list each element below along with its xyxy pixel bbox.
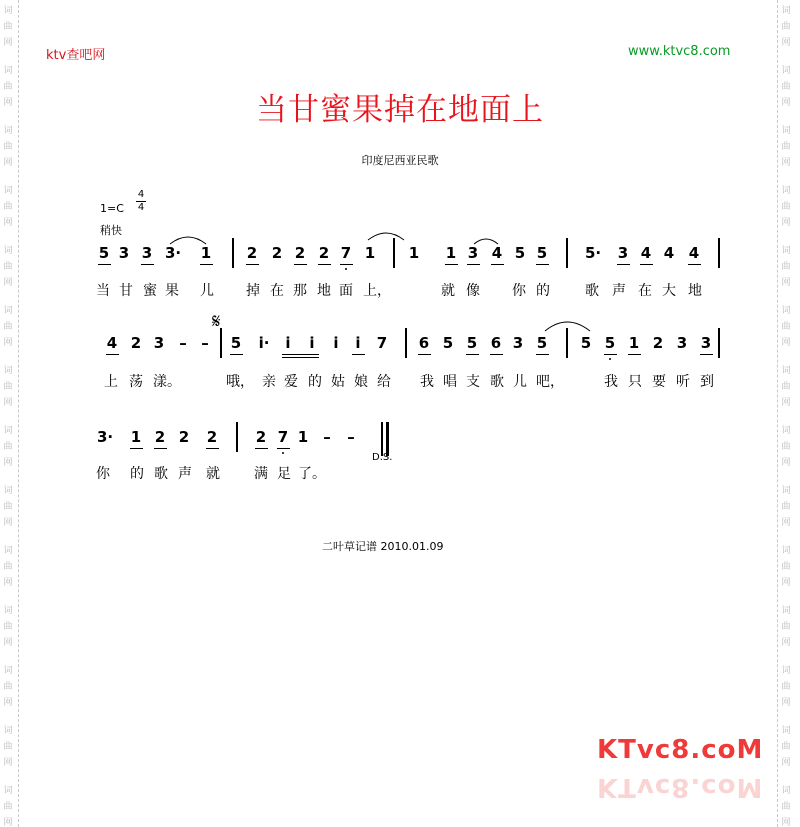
watermark-char: 网 [3,278,13,288]
watermark-char: 曲 [781,382,791,392]
lyric-syllable: 像 [466,283,480,299]
watermark-char: 曲 [3,742,13,752]
watermark-char: 网 [3,158,13,168]
jianpu-note: 2 [271,244,283,262]
watermark-char: 网 [3,578,13,588]
lyric-syllable: 的 [130,466,144,482]
watermark-char: 网 [3,698,13,708]
jianpu-note: i [285,334,291,352]
watermark-char: 曲 [781,22,791,32]
watermark-char: 曲 [781,262,791,272]
watermark-char: 网 [3,458,13,468]
lyric-syllable: 儿 [200,283,214,299]
site-url-right[interactable]: www.ktvc8.com [628,44,731,59]
lyric-syllable: 就 [441,283,455,299]
watermark-char: 网 [781,638,791,648]
song-origin: 印度尼西亚民歌 [361,154,439,167]
watermark-char: 网 [781,158,791,168]
jianpu-note: 5 [230,334,242,352]
watermark-char: 词 [3,186,13,196]
jianpu-note: 2 [154,428,166,446]
jianpu-note: 1 [628,334,640,352]
lyric-syllable: 足 [277,466,291,482]
watermark-char: 网 [781,338,791,348]
watermark-char: 词 [781,6,791,16]
transcriber-credit: 二叶草记谱 2010.01.09 [322,540,444,553]
watermark-char: 词 [3,666,13,676]
watermark-char: 曲 [3,22,13,32]
lyric-syllable: 蜜 [143,283,157,299]
watermark-char: 词 [3,486,13,496]
jianpu-note: 3 [467,244,479,262]
watermark-char: 网 [3,98,13,108]
lyric-syllable: 地 [317,283,331,299]
lyric-syllable: 满 [254,466,268,482]
jianpu-note: 4 [688,244,700,262]
watermark-char: 词 [781,366,791,376]
lyric-syllable: 歌 [490,374,504,390]
lyric-syllable: 上， [363,283,391,299]
lyric-syllable: 支 [466,374,480,390]
watermark-char: 曲 [3,562,13,572]
watermark-char: 词 [781,306,791,316]
watermark-char: 词 [781,66,791,76]
lyric-syllable: 唱 [443,374,457,390]
jianpu-note: i· [258,334,270,352]
watermark-char: 曲 [3,142,13,152]
watermark-char: 网 [781,398,791,408]
lyric-syllable: 地 [688,283,702,299]
song-title: 当甘蜜果掉在地面上 [256,92,544,128]
lyric-syllable: 娘 [354,374,368,390]
watermark-char: 词 [781,546,791,556]
ktvc8-logo[interactable]: KTvc8.coM [597,735,764,765]
watermark-char: 曲 [781,742,791,752]
lyric-syllable: 面 [339,283,353,299]
jianpu-note: 2 [652,334,664,352]
jianpu-note: 2 [246,244,258,262]
jianpu-note: 5 [580,334,592,352]
jianpu-note: – [201,334,209,352]
watermark-char: 网 [781,278,791,288]
jianpu-note: 2 [318,244,330,262]
watermark-char: 词 [3,6,13,16]
lyric-syllable: 在 [270,283,284,299]
jianpu-note: 2 [130,334,142,352]
watermark-char: 网 [781,518,791,528]
site-name-left[interactable]: ktv查吧网 [46,48,106,63]
watermark-char: 曲 [781,622,791,632]
lyric-syllable: 的 [308,374,322,390]
watermark-char: 网 [781,818,791,827]
watermark-char: 曲 [781,562,791,572]
jianpu-note: 3· [97,428,114,446]
watermark-char: 曲 [3,322,13,332]
watermark-char: 曲 [3,382,13,392]
jianpu-note: 4 [106,334,118,352]
jianpu-note: 5 [604,334,616,352]
watermark-char: 曲 [781,322,791,332]
watermark-char: 网 [3,518,13,528]
lyric-syllable: 吧， [536,374,564,390]
watermark-char: 曲 [781,82,791,92]
key-signature: 1=C [100,202,124,215]
lyric-syllable: 当 [96,283,110,299]
lyric-syllable: 了。 [298,466,326,482]
watermark-char: 词 [781,126,791,136]
time-bottom: 4 [137,202,145,213]
jianpu-note: 7 [376,334,388,352]
dal-segno-mark: D.S. [372,452,393,463]
watermark-char: 曲 [3,262,13,272]
jianpu-note: i [355,334,361,352]
jianpu-note: 7 [340,244,352,262]
watermark-char: 词 [781,186,791,196]
watermark-char: 网 [781,758,791,768]
lyric-syllable: 在 [638,283,652,299]
jianpu-note: i [333,334,339,352]
jianpu-note: 3 [153,334,165,352]
jianpu-note: 2 [255,428,267,446]
segno-sign: 𝄋 [212,309,221,333]
lyric-syllable: 甘 [119,283,133,299]
watermark-char: 曲 [3,802,13,812]
jianpu-note: 6 [418,334,430,352]
watermark-char: 词 [3,726,13,736]
jianpu-note: 5 [98,244,110,262]
watermark-char: 曲 [3,502,13,512]
lyric-syllable: 荡 [129,374,143,390]
jianpu-note: 4 [640,244,652,262]
jianpu-note: 1 [200,244,212,262]
lyric-syllable: 声 [612,283,626,299]
lyric-syllable: 我 [420,374,434,390]
lyric-syllable: 果 [165,283,179,299]
lyric-syllable: 你 [512,283,526,299]
lyric-syllable: 亲 [262,374,276,390]
watermark-char: 网 [3,218,13,228]
jianpu-note: 1 [364,244,376,262]
watermark-char: 曲 [781,502,791,512]
watermark-char: 词 [781,426,791,436]
watermark-char: 词 [781,726,791,736]
jianpu-note: – [179,334,187,352]
watermark-char: 网 [3,758,13,768]
jianpu-note: 5 [466,334,478,352]
jianpu-note: 1 [445,244,457,262]
jianpu-note: 3 [141,244,153,262]
watermark-char: 曲 [3,82,13,92]
watermark-char: 曲 [781,682,791,692]
ktvc8-logo-reflection: KTvc8.coM [597,772,764,802]
jianpu-note: – [323,428,331,446]
watermark-char: 网 [3,818,13,827]
jianpu-note: i [309,334,315,352]
jianpu-note: 5 [536,334,548,352]
jianpu-note: 3 [617,244,629,262]
jianpu-note: 6 [490,334,502,352]
jianpu-note: 3 [512,334,524,352]
watermark-char: 网 [781,458,791,468]
watermark-char: 曲 [3,622,13,632]
jianpu-note: 1 [130,428,142,446]
watermark-char: 网 [781,578,791,588]
watermark-char: 词 [3,426,13,436]
lyric-syllable: 爱 [284,374,298,390]
watermark-char: 网 [781,98,791,108]
time-top: 4 [137,189,145,200]
lyric-syllable: 上 [104,374,118,390]
jianpu-note: 5 [442,334,454,352]
jianpu-note: 3 [118,244,130,262]
jianpu-note: 5· [585,244,602,262]
watermark-char: 词 [3,126,13,136]
jianpu-note: 7 [277,428,289,446]
jianpu-note: 5 [514,244,526,262]
lyric-syllable: 我 [604,374,618,390]
watermark-char: 词 [781,606,791,616]
watermark-char: 词 [781,246,791,256]
watermark-char: 词 [781,486,791,496]
jianpu-note: 5 [536,244,548,262]
watermark-char: 曲 [781,442,791,452]
watermark-char: 网 [781,218,791,228]
jianpu-note: 2 [294,244,306,262]
jianpu-note: 3 [700,334,712,352]
watermark-char: 词 [3,66,13,76]
watermark-char: 词 [781,666,791,676]
watermark-char: 词 [3,606,13,616]
lyric-syllable: 听 [676,374,690,390]
lyric-syllable: 要 [652,374,666,390]
watermark-char: 网 [3,338,13,348]
jianpu-note: 1 [297,428,309,446]
watermark-char: 词 [3,366,13,376]
watermark-char: 曲 [3,682,13,692]
lyric-syllable: 那 [293,283,307,299]
lyric-syllable: 的 [536,283,550,299]
lyric-syllable: 歌 [585,283,599,299]
watermark-char: 词 [3,786,13,796]
lyric-syllable: 就 [206,466,220,482]
watermark-char: 网 [3,398,13,408]
lyric-syllable: 声 [178,466,192,482]
lyric-syllable: 儿 [513,374,527,390]
lyric-syllable: 给 [377,374,391,390]
jianpu-note: 3 [676,334,688,352]
jianpu-note: 1 [408,244,420,262]
watermark-char: 曲 [3,202,13,212]
lyric-syllable: 歌 [154,466,168,482]
watermark-char: 词 [3,246,13,256]
jianpu-note: 4 [663,244,675,262]
watermark-char: 词 [3,546,13,556]
jianpu-note: 3· [165,244,182,262]
watermark-char: 曲 [3,442,13,452]
jianpu-note: 2 [178,428,190,446]
lyric-syllable: 到 [700,374,714,390]
watermark-char: 网 [781,38,791,48]
lyric-syllable: 你 [96,466,110,482]
lyric-syllable: 漾。 [153,374,181,390]
watermark-char: 曲 [781,802,791,812]
jianpu-note: 2 [206,428,218,446]
lyric-syllable: 只 [628,374,642,390]
jianpu-note: 4 [491,244,503,262]
watermark-char: 网 [3,638,13,648]
watermark-char: 网 [3,38,13,48]
watermark-char: 曲 [781,142,791,152]
watermark-char: 网 [781,698,791,708]
tempo-marking: 稍快 [100,224,122,237]
lyric-syllable: 大 [662,283,676,299]
watermark-char: 曲 [781,202,791,212]
jianpu-note: – [347,428,355,446]
watermark-char: 词 [3,306,13,316]
lyric-syllable: 哦， [226,374,254,390]
lyric-syllable: 姑 [331,374,345,390]
lyric-syllable: 掉 [246,283,260,299]
watermark-char: 词 [781,786,791,796]
